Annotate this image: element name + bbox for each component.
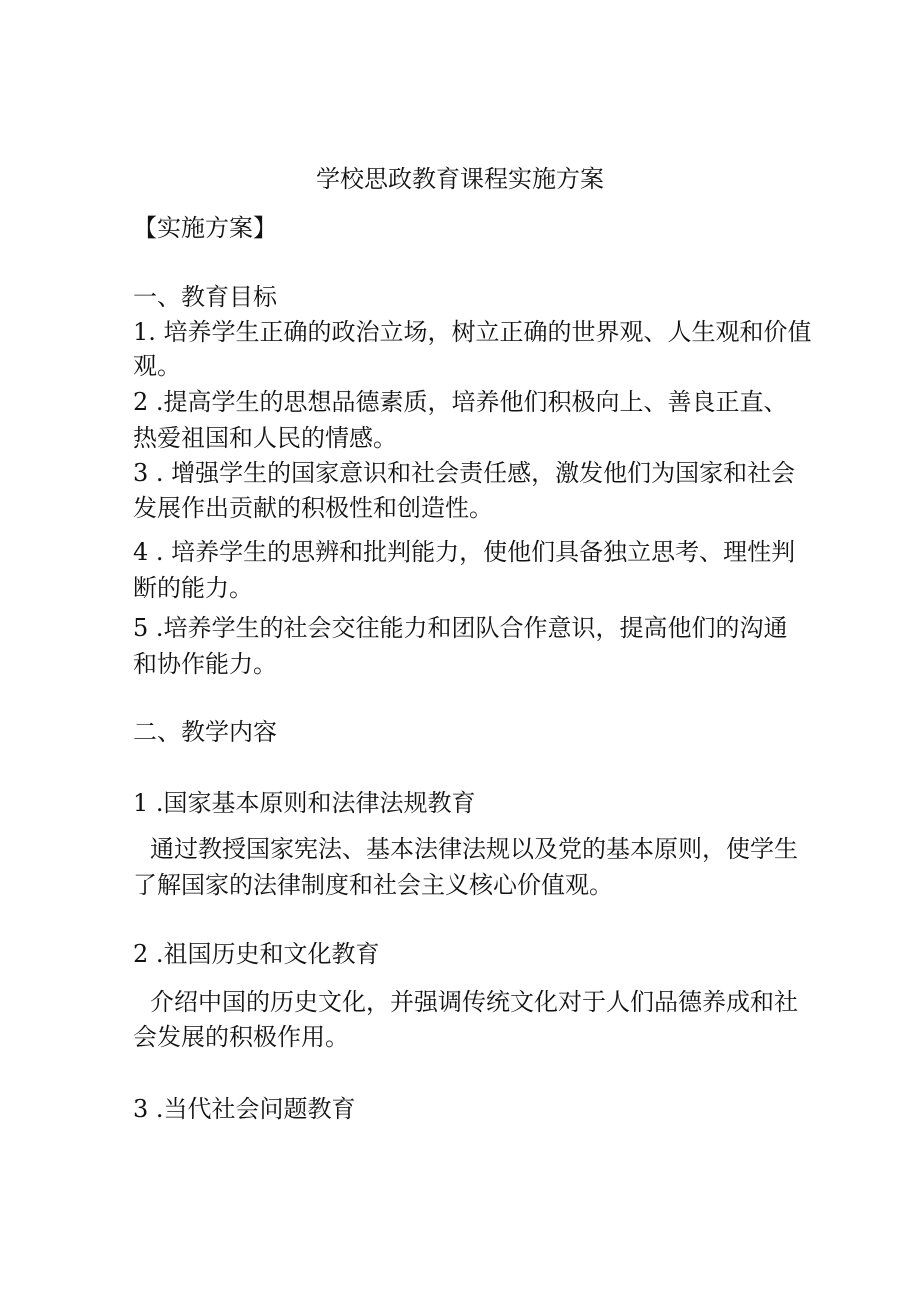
goal-item-5-line1: 5 .培养学生的社会交往能力和团队合作意识，提高他们的沟通: [133, 614, 788, 642]
goal-item-2-line2: 热爱祖国和人民的情感。: [133, 424, 397, 452]
content-item-2-body-line2: 会发展的积极作用。: [133, 1023, 349, 1051]
content-item-2-title: 2 .祖国历史和文化教育: [133, 940, 380, 968]
goal-item-4-line2: 断的能力。: [133, 574, 253, 602]
document-title: 学校思政教育课程实施方案: [316, 165, 604, 193]
goal-item-2-line1: 2 .提高学生的思想品德素质，培养他们积极向上、善良正直、: [133, 388, 788, 416]
goal-item-5-line2: 和协作能力。: [133, 650, 277, 678]
goal-item-3-line1: 3 . 增强学生的国家意识和社会责任感，激发他们为国家和社会: [133, 459, 796, 487]
goal-item-3-line2: 发展作出贡献的积极性和创造性。: [133, 494, 493, 522]
goal-item-1-line1: 1. 培养学生正确的政治立场，树立正确的世界观、人生观和价值: [133, 318, 812, 346]
goals-heading: 一、教育目标: [133, 283, 277, 311]
content-item-1-title: 1 .国家基本原则和法律法规教育: [133, 789, 476, 817]
content-item-2-body-line1: 介绍中国的历史文化，并强调传统文化对于人们品德养成和社: [150, 988, 798, 1016]
content-item-1-body-line1: 通过教授国家宪法、基本法律法规以及党的基本原则，使学生: [150, 835, 798, 863]
goal-item-1-line2: 观。: [133, 352, 181, 380]
goal-item-4-line1: 4 . 培养学生的思辨和批判能力，使他们具备独立思考、理性判: [133, 538, 796, 566]
content-heading: 二、教学内容: [133, 718, 277, 746]
content-item-3-title: 3 .当代社会问题教育: [133, 1095, 356, 1123]
section-label: 【实施方案】: [133, 214, 277, 242]
content-item-1-body-line2: 了解国家的法律制度和社会主义核心价值观。: [133, 871, 613, 899]
